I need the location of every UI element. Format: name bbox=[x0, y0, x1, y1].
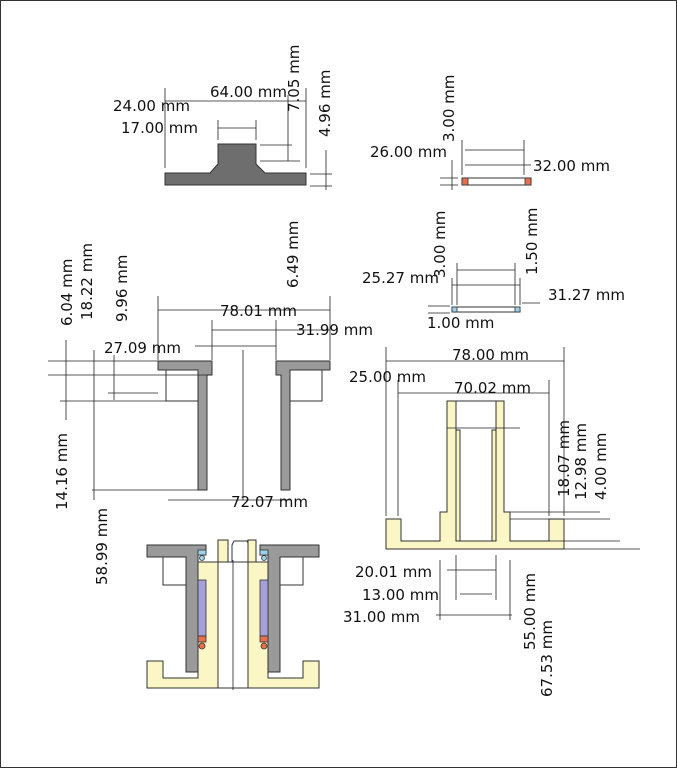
dim-label: 67.53 mm bbox=[538, 620, 556, 697]
dim-label: 4.00 mm bbox=[592, 432, 610, 500]
part-grey-housing bbox=[48, 296, 330, 500]
dim-label: 70.02 mm bbox=[454, 379, 531, 397]
dim-label: 31.27 mm bbox=[548, 286, 625, 304]
dim-label: 32.00 mm bbox=[533, 157, 610, 175]
dim-label: 14.16 mm bbox=[53, 433, 71, 510]
dim-label: 31.00 mm bbox=[343, 608, 420, 626]
dim-label: 25.00 mm bbox=[349, 368, 426, 386]
dim-label: 25.27 mm bbox=[362, 269, 439, 287]
dim-label: 58.99 mm bbox=[93, 508, 111, 585]
dim-label: 4.96 mm bbox=[316, 69, 334, 137]
sheet-border bbox=[1, 1, 677, 768]
dim-label: 18.22 mm bbox=[78, 243, 96, 320]
dim-label: 13.00 mm bbox=[362, 586, 439, 604]
dim-label: 3.00 mm bbox=[440, 74, 458, 142]
dim-label: 55.00 mm bbox=[521, 573, 539, 650]
part-flat-ring bbox=[440, 140, 531, 190]
dim-label: 24.00 mm bbox=[113, 97, 190, 115]
dim-label: 64.00 mm bbox=[210, 83, 287, 101]
dim-label: 18.07 mm bbox=[555, 420, 573, 497]
dim-label: 20.01 mm bbox=[355, 563, 432, 581]
dim-label: 31.99 mm bbox=[296, 321, 373, 339]
dim-label: 1.50 mm bbox=[523, 207, 541, 275]
dim-label: 6.49 mm bbox=[284, 220, 302, 288]
assembly-section bbox=[147, 540, 319, 690]
dim-label: 26.00 mm bbox=[370, 143, 447, 161]
dim-label: 7.05 mm bbox=[285, 44, 303, 112]
dim-label: 12.98 mm bbox=[572, 423, 590, 500]
dim-label: 78.01 mm bbox=[220, 302, 297, 320]
dim-label: 78.00 mm bbox=[452, 346, 529, 364]
dim-label: 72.07 mm bbox=[231, 493, 308, 511]
dim-label: 3.00 mm bbox=[431, 210, 449, 278]
dim-label: 1.00 mm bbox=[427, 314, 495, 332]
dim-label: 17.00 mm bbox=[121, 119, 198, 137]
dim-label: 6.04 mm bbox=[58, 258, 76, 326]
dim-label: 9.96 mm bbox=[113, 254, 131, 322]
dim-label: 27.09 mm bbox=[104, 339, 181, 357]
part-cap-profile bbox=[165, 88, 332, 190]
